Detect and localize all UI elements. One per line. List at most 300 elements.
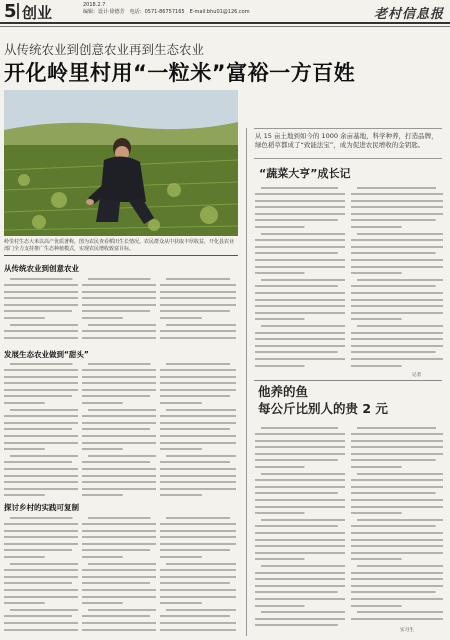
text-line — [82, 433, 156, 440]
text-line — [4, 400, 78, 407]
text-line — [160, 419, 236, 426]
text-line — [255, 622, 345, 629]
text-line — [255, 477, 345, 484]
text-line — [88, 452, 156, 459]
text-line — [261, 424, 345, 431]
text-line — [82, 521, 156, 528]
text-line — [4, 433, 78, 440]
text-line — [160, 459, 236, 466]
text-line — [351, 204, 443, 211]
section-head-1: 从传统农业到创意农业 — [4, 264, 79, 273]
text-line — [82, 466, 156, 473]
text-line — [255, 210, 345, 217]
text-line — [351, 457, 443, 464]
section-head-3: 探讨乡村的实践可复制 — [4, 503, 79, 512]
text-line — [357, 424, 443, 431]
text-line — [160, 567, 236, 574]
text-line — [160, 521, 236, 528]
text-line — [4, 534, 78, 541]
text-line — [351, 336, 443, 343]
body-column-2c — [160, 360, 236, 500]
text-line — [166, 275, 236, 282]
text-line — [255, 250, 345, 257]
text-line — [351, 530, 443, 537]
text-line — [82, 301, 156, 308]
text-line — [351, 210, 443, 217]
text-line — [351, 191, 443, 198]
text-line — [160, 446, 236, 453]
text-line — [160, 400, 236, 407]
text-line — [4, 547, 78, 554]
text-line — [82, 426, 156, 433]
text-line — [4, 527, 78, 534]
text-line — [255, 576, 345, 583]
article-headline: 开化岭里村用“一粒米”富裕一方百姓 — [4, 61, 356, 85]
text-line — [255, 602, 345, 609]
section-name: 创业 — [22, 4, 53, 22]
quote-rule-bottom — [254, 158, 442, 159]
text-line — [160, 413, 236, 420]
veg-column-b — [351, 184, 443, 374]
text-line — [166, 360, 236, 367]
text-line — [82, 373, 156, 380]
text-line — [4, 328, 78, 335]
text-line — [160, 540, 236, 547]
text-line — [82, 308, 156, 315]
text-line — [351, 602, 443, 609]
text-line — [4, 288, 78, 295]
text-line — [351, 263, 443, 270]
text-line — [255, 457, 345, 464]
text-line — [82, 459, 156, 466]
fish-article-title — [258, 383, 388, 417]
text-line — [255, 263, 345, 270]
text-line — [351, 296, 443, 303]
text-line — [255, 549, 345, 556]
text-line — [255, 270, 345, 277]
text-line — [82, 527, 156, 534]
text-line — [351, 303, 443, 310]
text-line — [255, 329, 345, 336]
masthead — [0, 0, 450, 22]
text-line — [351, 490, 443, 497]
text-line — [351, 536, 443, 543]
text-line — [4, 282, 78, 289]
text-line — [166, 452, 236, 459]
text-line — [351, 362, 443, 369]
text-line — [160, 426, 236, 433]
veg-column-a — [255, 184, 345, 374]
text-line — [82, 295, 156, 302]
text-line — [351, 556, 443, 563]
text-line — [4, 554, 78, 561]
text-line — [82, 626, 156, 633]
veg-byline: 记者 — [412, 373, 422, 378]
text-line — [82, 554, 156, 561]
text-line — [82, 288, 156, 295]
masthead-rule — [0, 22, 450, 24]
text-line — [88, 275, 156, 282]
text-line — [4, 367, 78, 374]
sidebar-quote: 从 15 亩土地到如今的 1000 余亩基地，科学种养，打造品牌，绿色稻草都成了“致能法宝”，成为促进农民增收的金钥匙。 — [255, 132, 438, 149]
text-line — [4, 393, 78, 400]
text-line — [160, 573, 236, 580]
text-line — [351, 450, 443, 457]
text-line — [88, 321, 156, 328]
text-line — [4, 593, 78, 600]
text-line — [255, 290, 345, 297]
text-line — [4, 459, 78, 466]
text-line — [160, 386, 236, 393]
text-line — [357, 562, 443, 569]
text-line — [351, 444, 443, 451]
fish-column-b — [351, 424, 443, 622]
text-line — [255, 309, 345, 316]
text-line — [10, 275, 78, 282]
text-line — [160, 439, 236, 446]
text-line — [88, 514, 156, 521]
text-line — [351, 197, 443, 204]
text-line — [10, 606, 78, 613]
text-line — [255, 437, 345, 444]
text-line — [82, 620, 156, 627]
text-line — [10, 321, 78, 328]
text-line — [4, 472, 78, 479]
masthead-rule-thin — [0, 26, 450, 27]
text-line — [351, 437, 443, 444]
text-line — [4, 334, 78, 341]
text-line — [4, 567, 78, 574]
text-line — [261, 322, 345, 329]
text-line — [4, 466, 78, 473]
text-line — [160, 547, 236, 554]
text-line — [166, 606, 236, 613]
text-line — [357, 516, 443, 523]
text-line — [88, 360, 156, 367]
text-line — [10, 514, 78, 521]
text-line — [255, 355, 345, 362]
text-line — [255, 595, 345, 602]
text-line — [255, 490, 345, 497]
text-line — [261, 562, 345, 569]
text-line — [255, 204, 345, 211]
text-line — [357, 276, 443, 283]
text-line — [82, 534, 156, 541]
fish-rule — [254, 380, 442, 381]
body-column-2b — [82, 360, 156, 500]
text-line — [4, 540, 78, 547]
text-line — [4, 315, 78, 322]
column-divider — [246, 128, 247, 636]
text-line — [255, 464, 345, 471]
masthead-divider — [17, 3, 19, 19]
text-line — [88, 606, 156, 613]
text-line — [82, 393, 156, 400]
fish-column-a — [255, 424, 345, 634]
text-line — [160, 620, 236, 627]
fish-byline: 实习生 — [400, 628, 414, 633]
section-head-2: 发展生态农业做到“甜头” — [4, 350, 89, 359]
text-line — [255, 543, 345, 550]
text-line — [160, 393, 236, 400]
text-line — [255, 510, 345, 517]
text-line — [160, 308, 236, 315]
text-line — [82, 386, 156, 393]
text-line — [261, 276, 345, 283]
text-line — [351, 257, 443, 264]
text-line — [255, 283, 345, 290]
text-line — [255, 362, 345, 369]
text-line — [4, 479, 78, 486]
text-line — [255, 444, 345, 451]
text-line — [166, 514, 236, 521]
text-line — [4, 580, 78, 587]
article-subtitle: 从传统农业到创意农业再到生态农业 — [4, 42, 205, 57]
text-line — [4, 380, 78, 387]
text-line — [82, 567, 156, 574]
text-line — [82, 587, 156, 594]
text-line — [255, 589, 345, 596]
text-line — [255, 296, 345, 303]
text-line — [82, 380, 156, 387]
text-line — [160, 492, 236, 499]
text-line — [255, 582, 345, 589]
text-line — [4, 620, 78, 627]
text-line — [160, 626, 236, 633]
photo-caption: 岭里村生态大米以高产优质著称，图为农民查看稻田生长情况。农民群众从中获取丰厚收益，开化县农业部门全力支持推广生态种植模式，实现农民增收致富目标。 — [4, 239, 235, 252]
masthead-meta — [83, 2, 250, 16]
text-line — [160, 373, 236, 380]
text-line — [160, 328, 236, 335]
text-line — [160, 554, 236, 561]
text-line — [357, 609, 443, 616]
text-line — [82, 492, 156, 499]
text-line — [82, 573, 156, 580]
text-line — [351, 497, 443, 504]
text-line — [4, 613, 78, 620]
text-line — [351, 329, 443, 336]
text-line — [88, 406, 156, 413]
farm-photo — [4, 90, 238, 236]
text-line — [255, 450, 345, 457]
text-line — [351, 250, 443, 257]
text-line — [351, 243, 443, 250]
text-line — [255, 303, 345, 310]
text-line — [4, 308, 78, 315]
text-line — [255, 556, 345, 563]
text-line — [351, 589, 443, 596]
text-line — [357, 322, 443, 329]
text-line — [4, 521, 78, 528]
text-line — [255, 569, 345, 576]
text-line — [4, 413, 78, 420]
text-line — [82, 485, 156, 492]
text-line — [351, 290, 443, 297]
text-line — [82, 593, 156, 600]
text-line — [261, 516, 345, 523]
text-line — [10, 360, 78, 367]
text-line — [351, 543, 443, 550]
text-line — [4, 587, 78, 594]
text-line — [82, 328, 156, 335]
text-line — [4, 492, 78, 499]
text-line — [351, 582, 443, 589]
text-line — [351, 224, 443, 231]
text-line — [160, 472, 236, 479]
text-line — [10, 406, 78, 413]
text-line — [160, 587, 236, 594]
text-line — [88, 560, 156, 567]
text-line — [255, 503, 345, 510]
text-line — [82, 540, 156, 547]
text-line — [160, 301, 236, 308]
text-line — [4, 626, 78, 633]
text-line — [82, 439, 156, 446]
text-line — [255, 243, 345, 250]
text-line — [10, 452, 78, 459]
text-line — [351, 576, 443, 583]
text-line — [351, 283, 443, 290]
editor-contact: 编辑：设计·徐德芳 电话：0571-86757165 E-mail:bhu01@126.com — [83, 9, 250, 15]
text-line — [351, 237, 443, 244]
farm-photo-image — [4, 90, 238, 236]
text-line — [160, 334, 236, 341]
text-line — [255, 237, 345, 244]
text-line — [4, 426, 78, 433]
text-line — [166, 321, 236, 328]
text-line — [351, 615, 443, 622]
text-line — [160, 580, 236, 587]
text-line — [351, 355, 443, 362]
text-line — [82, 315, 156, 322]
text-line — [357, 184, 443, 191]
text-line — [82, 419, 156, 426]
text-line — [255, 483, 345, 490]
text-line — [255, 536, 345, 543]
text-line — [255, 336, 345, 343]
text-line — [160, 466, 236, 473]
body-column-1a — [4, 275, 78, 347]
text-line — [351, 316, 443, 323]
body-column-1c — [160, 275, 236, 347]
text-line — [255, 217, 345, 224]
text-line — [255, 191, 345, 198]
text-line — [351, 477, 443, 484]
body-column-2a — [4, 360, 78, 500]
text-line — [160, 282, 236, 289]
text-line — [160, 527, 236, 534]
text-line — [351, 595, 443, 602]
text-line — [82, 580, 156, 587]
text-line — [351, 464, 443, 471]
text-line — [255, 316, 345, 323]
paper-name: 老村信息报 — [373, 7, 444, 22]
text-line — [4, 419, 78, 426]
text-line — [4, 295, 78, 302]
text-line — [82, 446, 156, 453]
text-line — [4, 373, 78, 380]
text-line — [82, 334, 156, 341]
text-line — [255, 523, 345, 530]
text-line — [351, 217, 443, 224]
text-line — [160, 485, 236, 492]
text-line — [351, 503, 443, 510]
text-line — [82, 282, 156, 289]
text-line — [166, 406, 236, 413]
text-line — [351, 342, 443, 349]
text-line — [351, 483, 443, 490]
text-line — [351, 270, 443, 277]
text-line — [166, 560, 236, 567]
text-line — [351, 523, 443, 530]
text-line — [255, 197, 345, 204]
text-line — [255, 349, 345, 356]
text-line — [4, 446, 78, 453]
text-line — [82, 547, 156, 554]
body-column-1b — [82, 275, 156, 347]
text-line — [160, 479, 236, 486]
text-line — [4, 439, 78, 446]
text-line — [255, 615, 345, 622]
text-line — [351, 349, 443, 356]
text-line — [255, 224, 345, 231]
text-line — [4, 386, 78, 393]
text-line — [82, 479, 156, 486]
text-line — [160, 380, 236, 387]
text-line — [160, 288, 236, 295]
text-line — [351, 510, 443, 517]
fish-title-line-2: 每公斤比别人的贵 2 元 — [258, 401, 388, 416]
body-column-3b — [82, 514, 156, 634]
text-line — [261, 184, 345, 191]
text-line — [82, 613, 156, 620]
text-line — [255, 342, 345, 349]
text-line — [160, 367, 236, 374]
text-line — [255, 257, 345, 264]
text-line — [351, 431, 443, 438]
text-line — [82, 413, 156, 420]
text-line — [351, 569, 443, 576]
text-line — [160, 600, 236, 607]
text-line — [357, 230, 443, 237]
page-number: 5 — [4, 1, 17, 22]
text-line — [351, 309, 443, 316]
text-line — [160, 295, 236, 302]
fish-title-line-1: 他养的鱼 — [258, 384, 309, 399]
text-line — [255, 530, 345, 537]
text-line — [160, 315, 236, 322]
quote-rule-top — [254, 128, 442, 129]
issue-date: 2018.2.7 — [83, 2, 106, 8]
text-line — [255, 431, 345, 438]
text-line — [160, 534, 236, 541]
text-line — [4, 301, 78, 308]
body-column-3a — [4, 514, 78, 634]
body-column-3c — [160, 514, 236, 634]
text-line — [261, 230, 345, 237]
text-line — [255, 497, 345, 504]
text-line — [82, 400, 156, 407]
text-line — [10, 560, 78, 567]
text-line — [351, 549, 443, 556]
caption-rule — [4, 255, 238, 256]
text-line — [4, 573, 78, 580]
text-line — [4, 485, 78, 492]
text-line — [160, 593, 236, 600]
vegetable-article-title: “蔬菜大亨”成长记 — [259, 167, 351, 180]
text-line — [160, 433, 236, 440]
text-line — [82, 472, 156, 479]
